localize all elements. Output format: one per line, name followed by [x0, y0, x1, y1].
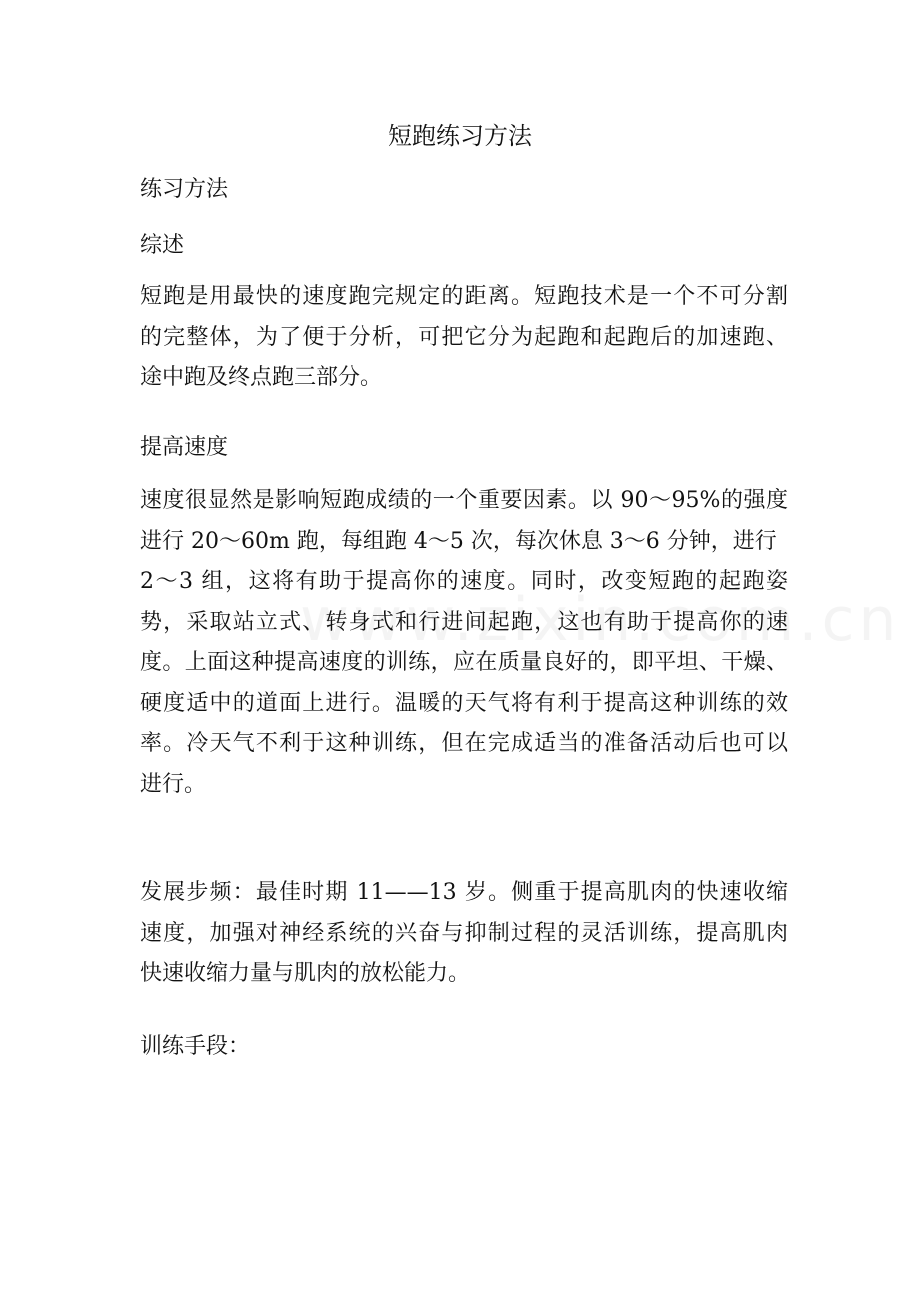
speed-line: 2～3 组，这将有助于提高你的速度。同时，改变短跑的起跑姿 — [140, 569, 788, 594]
development-line: 快速收缩力量与肌肉的放松能力。 — [140, 961, 471, 986]
speed-line: 进行 20～60m 跑，每组跑 4～5 次，每次休息 3～6 分钟，进行 — [140, 528, 777, 554]
speed-line: 硬度适中的道面上进行。温暖的天气将有利于提高这种训练的效 — [140, 690, 788, 716]
overview-line: 途中跑及终点跑三部分。 — [140, 365, 383, 390]
overview-paragraph — [140, 277, 788, 399]
speed-line: 进行。 — [140, 771, 207, 797]
overview-line: 的完整体，为了便于分析，可把它分为起跑和起跑后的加速跑、 — [140, 324, 788, 350]
speed-line: 速度很显然是影响短跑成绩的一个重要因素。以 90～95%的强度 — [140, 488, 788, 513]
speed-line: 率。冷天气不利于这种训练，但在完成适当的准备活动后也可以 — [140, 731, 788, 756]
speed-line: 度。上面这种提高速度的训练，应在质量良好的，即平坦、干燥、 — [140, 650, 788, 675]
development-line: 速度，加强对神经系统的兴奋与抑制过程的灵活训练，提高肌肉 — [140, 920, 788, 946]
section-heading-improve-speed: 提高速度 — [140, 435, 229, 460]
section-heading-training-means: 训练手段： — [140, 1034, 251, 1059]
overview-line: 短跑是用最快的速度跑完规定的距离。短跑技术是一个不可分割 — [140, 284, 788, 309]
section-heading-overview: 综述 — [140, 233, 185, 258]
development-line: 发展步频：最佳时期 11——13 岁。侧重于提高肌肉的快速收缩 — [140, 880, 788, 905]
development-paragraph — [140, 873, 788, 995]
speed-line: 势，采取站立式、转身式和行进间起跑，这也有助于提高你的速 — [140, 609, 788, 635]
speed-paragraph — [140, 481, 788, 805]
section-heading-practice-methods: 练习方法 — [140, 177, 229, 202]
page-title: 短跑练习方法 — [388, 122, 532, 150]
